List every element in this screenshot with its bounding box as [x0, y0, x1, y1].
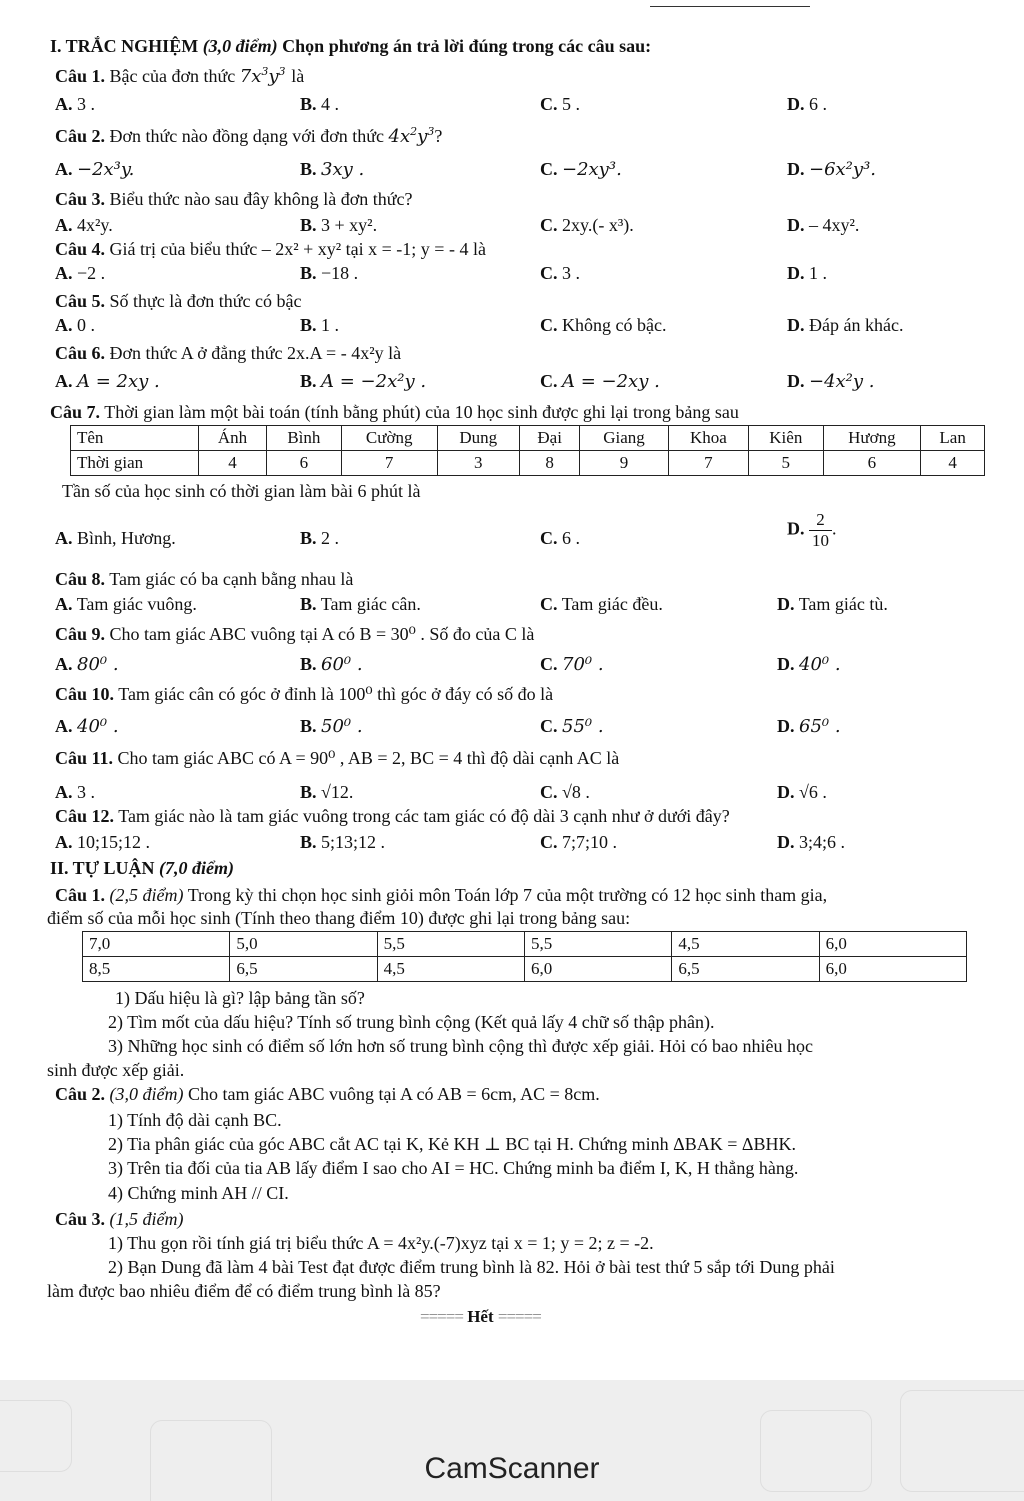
- question-3: Câu 3. Biểu thức nào sau đây không là đơn thức?: [55, 189, 413, 209]
- q2-option-b[interactable]: B. 3xy .: [300, 159, 365, 180]
- table-row: [83, 932, 967, 957]
- table-cell: Bình: [267, 426, 341, 451]
- q4-option-c[interactable]: C. 3 .: [540, 263, 580, 283]
- score-table: [82, 931, 967, 982]
- q7-option-c[interactable]: C. 6 .: [540, 528, 580, 548]
- question-9: Câu 9. Cho tam giác ABC vuông tại A có B = 30⁰ . Số đo của C là: [55, 624, 535, 644]
- table-cell: Thời gian: [71, 451, 199, 476]
- essay-question-1: Câu 1. (2,5 điểm) Trong kỳ thi chọn học sinh giỏi môn Toán lớp 7 của một trường có 12 học sinh tham gia,: [55, 885, 828, 905]
- q1-option-c[interactable]: C. 5 .: [540, 94, 580, 114]
- table-cell: Lan: [921, 426, 985, 451]
- essay-q3-part1: 1) Thu gọn rồi tính giá trị biểu thức A = 4x²y.(-7)xyz tại x = 1; y = 2; z = -2.: [108, 1233, 654, 1253]
- table-cell: Cường: [341, 426, 437, 451]
- essay-question-2: Câu 2. (3,0 điểm) Cho tam giác ABC vuông tại A có AB = 6cm, AC = 8cm.: [55, 1084, 600, 1104]
- question-7: Câu 7. Thời gian làm một bài toán (tính bằng phút) của 10 học sinh được ghi lại trong bảng sau: [50, 402, 739, 422]
- q5-option-a[interactable]: A. 0 .: [55, 315, 95, 335]
- q6-option-c[interactable]: C. A = −2xy .: [540, 371, 660, 392]
- essay-q1-part1: 1) Dấu hiệu là gì? lập bảng tần số?: [115, 988, 365, 1008]
- q4-option-b[interactable]: B. −18 .: [300, 263, 359, 283]
- table-cell: 5,0: [230, 932, 377, 957]
- table-cell: 6,0: [819, 957, 966, 982]
- q10-option-b[interactable]: B. 50⁰ .: [300, 716, 363, 737]
- table-cell: 7: [668, 451, 749, 476]
- q10-option-a[interactable]: A. 40⁰ .: [55, 716, 119, 737]
- q11-option-b[interactable]: B. √12.: [300, 782, 354, 802]
- table-cell: 4,5: [377, 957, 524, 982]
- question-12: Câu 12. Tam giác nào là tam giác vuông trong các tam giác có độ dài 3 cạnh như ở dưới đây?: [55, 806, 730, 826]
- q3-option-d[interactable]: D. – 4xy².: [787, 215, 860, 235]
- q11-option-c[interactable]: C. √8 .: [540, 782, 590, 802]
- q4-option-d[interactable]: D. 1 .: [787, 263, 827, 283]
- q3-option-c[interactable]: C. 2xy.(- x³).: [540, 215, 634, 235]
- table-cell: Hương: [823, 426, 921, 451]
- table-cell: Kiên: [749, 426, 823, 451]
- q3-option-b[interactable]: B. 3 + xy².: [300, 215, 378, 235]
- table-cell: 4: [921, 451, 985, 476]
- table-cell: 5: [749, 451, 823, 476]
- q2-option-a[interactable]: A. −2x³y.: [55, 159, 135, 180]
- scanner-footer: [0, 1380, 1024, 1501]
- table-cell: Tên: [71, 426, 199, 451]
- table-cell: 6,0: [819, 932, 966, 957]
- question-4: Câu 4. Giá trị của biểu thức – 2x² + xy² tại x = -1; y = - 4 là: [55, 239, 486, 259]
- q7-option-b[interactable]: B. 2 .: [300, 528, 340, 548]
- essay-q2-part3: 3) Trên tia đối của tia AB lấy điểm I sao cho AI = HC. Chứng minh ba điểm I, K, H thẳng hàng.: [108, 1158, 799, 1178]
- q1-option-a[interactable]: A. 3 .: [55, 94, 95, 114]
- table-cell: Khoa: [668, 426, 749, 451]
- table-cell: 6: [267, 451, 341, 476]
- table-row: [71, 426, 985, 451]
- essay-question-3: Câu 3. (1,5 điểm): [55, 1209, 184, 1229]
- part1-heading: I. TRẮC NGHIỆM (3,0 điểm) Chọn phương án trả lời đúng trong các câu sau:: [50, 36, 652, 56]
- q7-option-a[interactable]: A. Bình, Hương.: [55, 528, 176, 548]
- table-cell: 8,5: [83, 957, 230, 982]
- table-cell: 3: [437, 451, 519, 476]
- q6-option-a[interactable]: A. A = 2xy .: [55, 371, 160, 392]
- table-cell: Giang: [580, 426, 668, 451]
- q11-option-a[interactable]: A. 3 .: [55, 782, 95, 802]
- q6-option-d[interactable]: D. −4x²y .: [787, 371, 875, 392]
- q7-followup: Tần số của học sinh có thời gian làm bài 6 phút là: [62, 481, 421, 501]
- essay-q2-part2: 2) Tia phân giác của góc ABC cắt AC tại K, Kẻ KH ⊥ BC tại H. Chứng minh ΔBAK = ΔBHK.: [108, 1134, 796, 1154]
- q1-option-d[interactable]: D. 6 .: [787, 94, 827, 114]
- part2-heading: II. TỰ LUẬN (7,0 điểm): [50, 858, 235, 878]
- table-cell: 7: [341, 451, 437, 476]
- q10-option-d[interactable]: D. 65⁰ .: [777, 716, 841, 737]
- essay-q1-part3: 3) Những học sinh có điểm số lớn hơn số trung bình cộng thì được xếp giải. Hỏi có bao nhiêu học: [108, 1036, 813, 1056]
- q9-option-a[interactable]: A. 80⁰ .: [55, 654, 119, 675]
- q4-option-a[interactable]: A. −2 .: [55, 263, 106, 283]
- essay-q1-line2: điểm số của mỗi học sinh (Tính theo thang điểm 10) được ghi lại trong bảng sau:: [47, 908, 631, 928]
- table-cell: 6,0: [524, 957, 671, 982]
- q6-option-b[interactable]: B. A = −2x²y .: [300, 371, 427, 392]
- q7-option-d[interactable]: D. $\frac{2}{10}$ .: [787, 510, 837, 550]
- essay-q2-part4: 4) Chứng minh AH // CI.: [108, 1183, 289, 1203]
- question-8: Câu 8. Tam giác có ba cạnh bằng nhau là: [55, 569, 354, 589]
- table-row: [83, 957, 967, 982]
- table-row: [71, 451, 985, 476]
- q10-option-c[interactable]: C. 55⁰ .: [540, 716, 604, 737]
- essay-q1-part2: 2) Tìm mốt của dấu hiệu? Tính số trung bình cộng (Kết quả lấy 4 chữ số thập phân).: [108, 1012, 715, 1032]
- end-mark: ===== Hết =====: [420, 1307, 541, 1326]
- q8-option-b[interactable]: B. Tam giác cân.: [300, 594, 421, 614]
- q5-option-c[interactable]: C. Không có bậc.: [540, 315, 667, 335]
- q12-option-a[interactable]: A. 10;15;12 .: [55, 832, 151, 852]
- essay-q1-part3-cont: sinh được xếp giải.: [47, 1060, 185, 1080]
- table-cell: 4,5: [672, 932, 819, 957]
- q9-option-c[interactable]: C. 70⁰ .: [540, 654, 604, 675]
- question-11: Câu 11. Cho tam giác ABC có A = 90⁰ , AB = 2, BC = 4 thì độ dài cạnh AC là: [55, 748, 620, 768]
- q3-option-a[interactable]: A. 4x²y.: [55, 215, 113, 235]
- table-cell: Dung: [437, 426, 519, 451]
- q5-option-d[interactable]: D. Đáp án khác.: [787, 315, 904, 335]
- table-cell: Đại: [519, 426, 580, 451]
- q8-option-a[interactable]: A. Tam giác vuông.: [55, 594, 197, 614]
- table-cell: 8: [519, 451, 580, 476]
- q8-option-c[interactable]: C. Tam giác đều.: [540, 594, 663, 614]
- essay-q3-part2-cont: làm được bao nhiêu điểm để có điểm trung bình là 85?: [47, 1281, 441, 1301]
- q12-option-c[interactable]: C. 7;7;10 .: [540, 832, 618, 852]
- q2-option-c[interactable]: C. −2xy³.: [540, 159, 622, 180]
- q8-option-d[interactable]: D. Tam giác tù.: [777, 594, 888, 614]
- q5-option-b[interactable]: B. 1 .: [300, 315, 340, 335]
- q12-option-d[interactable]: D. 3;4;6 .: [777, 832, 846, 852]
- q9-option-d[interactable]: D. 40⁰ .: [777, 654, 841, 675]
- question-6: Câu 6. Đơn thức A ở đẳng thức 2x.A = - 4x²y là: [55, 343, 402, 363]
- table-cell: 6,5: [672, 957, 819, 982]
- top-rule: [650, 6, 810, 7]
- question-10: Câu 10. Tam giác cân có góc ở đỉnh là 100⁰ thì góc ở đáy có số đo là: [55, 684, 554, 704]
- question-5: Câu 5. Số thực là đơn thức có bậc: [55, 291, 302, 311]
- camscanner-brand: CamScanner: [424, 1452, 600, 1485]
- q7-time-table: [70, 425, 985, 476]
- essay-q3-part2: 2) Bạn Dung đã làm 4 bài Test đạt được điểm trung bình là 82. Hỏi ở bài test thứ 5 sắp tới Dung phải: [108, 1257, 835, 1277]
- q2-option-d[interactable]: D. −6x²y³.: [787, 159, 877, 180]
- table-cell: 5,5: [377, 932, 524, 957]
- table-cell: 6: [823, 451, 921, 476]
- table-cell: 7,0: [83, 932, 230, 957]
- fraction: $\frac{2}{10}$: [809, 510, 832, 551]
- table-cell: Ánh: [198, 426, 266, 451]
- q11-option-d[interactable]: D. √6 .: [777, 782, 827, 802]
- q1-option-b[interactable]: B. 4 .: [300, 94, 340, 114]
- question-1: Câu 1. Bậc của đơn thức $7x^3y^3$ là: [55, 65, 305, 87]
- q12-option-b[interactable]: B. 5;13;12 .: [300, 832, 386, 852]
- table-cell: 6,5: [230, 957, 377, 982]
- essay-q2-part1: 1) Tính độ dài cạnh BC.: [108, 1110, 282, 1130]
- question-2: Câu 2. Đơn thức nào đồng dạng với đơn thức $4x^2y^3$?: [55, 125, 443, 147]
- table-cell: 4: [198, 451, 266, 476]
- table-cell: 9: [580, 451, 668, 476]
- q9-option-b[interactable]: B. 60⁰ .: [300, 654, 363, 675]
- table-cell: 5,5: [524, 932, 671, 957]
